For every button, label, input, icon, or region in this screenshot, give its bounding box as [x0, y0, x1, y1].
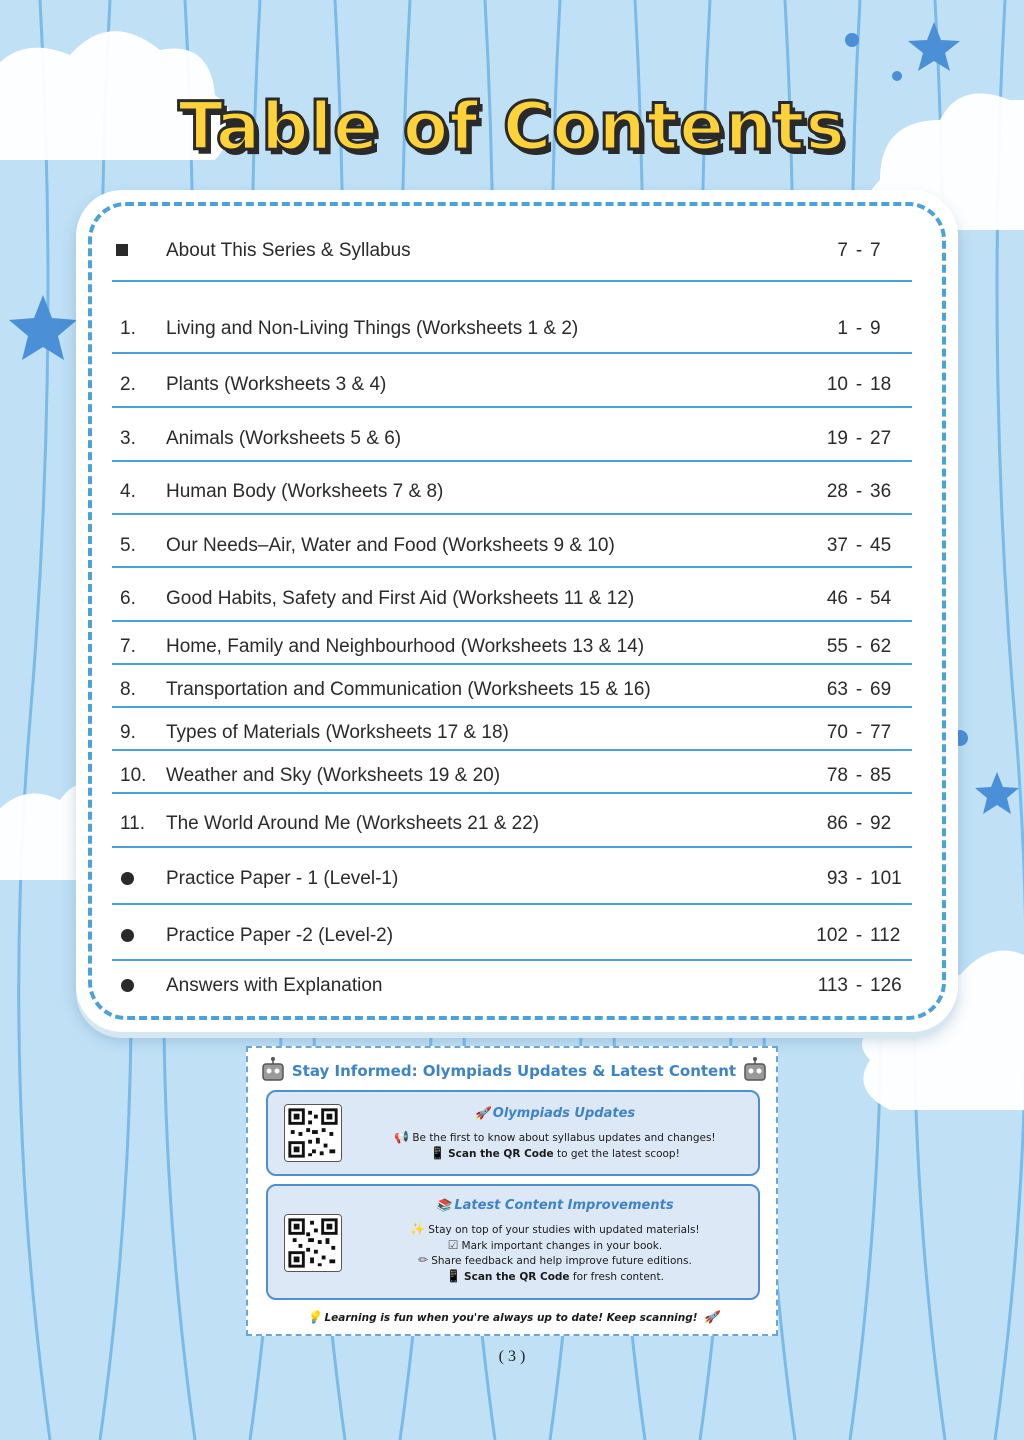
pencil-icon: ✏ [418, 1253, 429, 1267]
info-box [246, 1046, 778, 1336]
toc-card: About This Series & Syllabus 7 - 7 1. Living and Non-Living Things (Worksheets 1 & 2) 1 - 9 2. Plants (Worksheets 3 & 4) 10 - 18 3. Animals (Worksheets 5 & 6) 19 - 27 4. Human Body (Worksheets 7 & 8) 28 - 36 5. Our Needs–Air, Water and Food (Worksheets 9 & 10) 37 - 45 6. Good Habits, Safety and First Aid (Worksheets 11 & 12) 46 - 54 7. Home, Family and Neighbourhood (Worksheets 13 & 14) 55 - 62 8. Transportation and Communication (Worksheets 15 & 16) 63 - 69 9. Types of Materials (Worksheets 17 & 18) 70 - 77 10. Weather and Sky (Worksheets 19 & 20) 78 - 85 11. The World Around Me (Worksheets 21 & 22) 86 - 92 Practice Paper - 1 (Level-1) 93 - 101 Practice Paper -2 (Level-2) 102 - 112 Answers with Explanation 113 - 126 [76, 190, 958, 1032]
updates-line-1: 📢 Be the first to know about syllabus updates and changes! [394, 1130, 716, 1144]
dot-bullet-icon [121, 929, 134, 942]
toc-separator [112, 792, 912, 794]
square-bullet-icon [116, 244, 128, 256]
content-line-2: ☑ Mark important changes in your book. [447, 1238, 663, 1252]
phone-icon: 📱 [430, 1146, 446, 1160]
updates-line-2: 📱 Scan the QR Code to get the latest scoop! [430, 1146, 680, 1160]
toc-separator [112, 513, 912, 515]
info-footer: 💡 Learning is fun when you're always up to date! Keep scanning! 🚀 [306, 1310, 719, 1324]
content-panel [266, 1184, 760, 1300]
phone-icon: 📱 [446, 1269, 462, 1283]
page-number: ( 3 ) [498, 1348, 526, 1365]
checkbox-icon: ☑ [447, 1238, 459, 1252]
toc-separator [112, 460, 912, 462]
content-line-4: 📱 Scan the QR Code for fresh content. [446, 1269, 664, 1283]
toc-page-range: 7 - 7 [837, 240, 881, 261]
page-title: Table of Contents [178, 88, 846, 165]
megaphone-icon: 📢 [394, 1130, 410, 1144]
books-icon: 📚 [436, 1198, 452, 1212]
robot-icon [740, 1056, 770, 1086]
toc-separator [112, 620, 912, 622]
sparkles-icon: ✨ [410, 1222, 426, 1236]
toc-separator [112, 280, 912, 282]
dot-bullet-icon [121, 979, 134, 992]
toc-separator [112, 352, 912, 354]
toc-separator [112, 903, 912, 905]
lightbulb-icon: 💡 [306, 1310, 322, 1324]
content-heading: 📚 Latest Content Improvements [436, 1198, 674, 1213]
qr-code-icon[interactable] [284, 1104, 342, 1162]
toc-separator [112, 406, 912, 408]
toc-separator [112, 846, 912, 848]
rocket-icon: 🚀 [703, 1310, 719, 1324]
toc-separator [112, 706, 912, 708]
updates-panel [266, 1090, 760, 1176]
content-line-3: ✏ Share feedback and help improve future editions. [418, 1253, 692, 1267]
toc-separator [112, 566, 912, 568]
info-box-title: Stay Informed: Olympiads Updates & Latest Content [291, 1062, 737, 1080]
qr-code-icon[interactable] [284, 1214, 342, 1272]
toc-entry-title: About This Series & Syllabus [166, 240, 411, 261]
content-line-1: ✨ Stay on top of your studies with updated materials! [410, 1222, 700, 1236]
toc-separator [112, 663, 912, 665]
updates-heading: 🚀 Olympiads Updates [474, 1106, 636, 1121]
rocket-icon: 🚀 [474, 1106, 490, 1120]
toc-separator [112, 959, 912, 961]
toc-separator [112, 749, 912, 751]
dot-bullet-icon [121, 872, 134, 885]
